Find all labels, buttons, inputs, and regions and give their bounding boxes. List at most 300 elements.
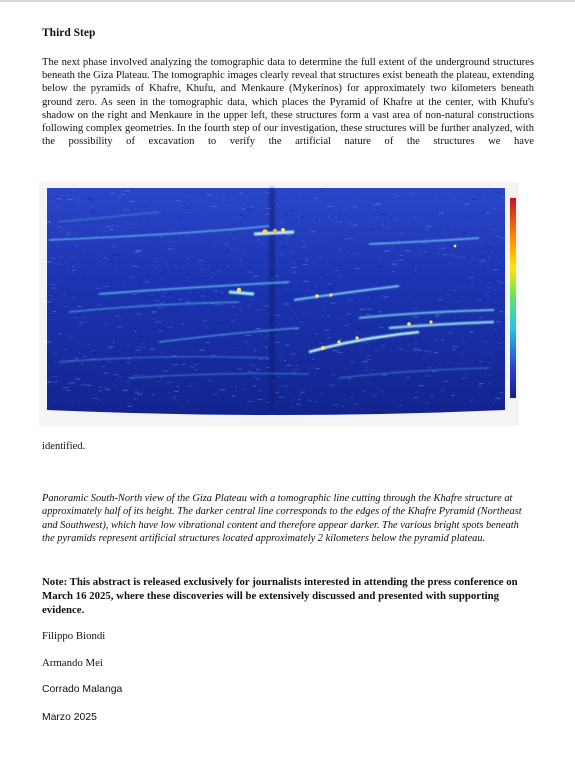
- noise-speck: [75, 358, 78, 359]
- noise-speck: [79, 322, 84, 323]
- noise-speck: [162, 371, 168, 372]
- noise-speck: [239, 243, 242, 244]
- author-malanga: Corrado Malanga: [42, 684, 123, 695]
- noise-speck: [280, 254, 283, 255]
- noise-speck: [319, 221, 323, 222]
- noise-speck: [462, 353, 464, 354]
- noise-speck: [201, 221, 203, 222]
- noise-speck: [123, 228, 128, 229]
- noise-speck: [370, 330, 374, 331]
- noise-speck: [158, 347, 163, 348]
- noise-speck: [239, 193, 243, 194]
- noise-speck: [159, 331, 162, 332]
- noise-speck: [63, 382, 65, 383]
- noise-speck: [110, 346, 114, 347]
- noise-speck: [277, 286, 282, 287]
- noise-speck: [487, 268, 489, 269]
- noise-speck: [443, 280, 446, 281]
- noise-speck: [103, 231, 106, 232]
- noise-speck: [489, 224, 493, 225]
- noise-speck: [111, 246, 116, 247]
- noise-speck: [292, 236, 296, 237]
- noise-speck: [152, 312, 156, 313]
- noise-speck: [293, 400, 294, 401]
- author-mei: Armando Mei: [42, 657, 103, 669]
- noise-speck: [488, 353, 494, 354]
- noise-speck: [379, 327, 384, 328]
- noise-speck: [373, 284, 375, 285]
- noise-speck: [226, 352, 228, 353]
- noise-speck: [63, 372, 65, 373]
- noise-speck: [330, 212, 331, 213]
- noise-speck: [349, 397, 354, 398]
- noise-speck: [493, 228, 498, 229]
- noise-speck: [276, 219, 282, 220]
- noise-speck: [372, 395, 377, 396]
- noise-speck: [209, 310, 210, 311]
- noise-speck: [328, 217, 330, 218]
- noise-speck: [187, 401, 190, 402]
- noise-speck: [199, 350, 205, 351]
- noise-speck: [349, 378, 351, 379]
- noise-speck: [184, 286, 188, 287]
- noise-speck: [374, 283, 376, 284]
- noise-speck: [451, 255, 455, 256]
- noise-speck: [232, 231, 234, 232]
- noise-speck: [325, 330, 330, 331]
- central-dark-line: [269, 188, 275, 408]
- noise-speck: [238, 369, 243, 370]
- noise-speck: [212, 206, 217, 207]
- noise-speck: [350, 361, 355, 362]
- noise-speck: [304, 191, 310, 192]
- noise-speck: [73, 270, 76, 271]
- noise-speck: [275, 335, 277, 336]
- noise-speck: [117, 327, 123, 328]
- noise-speck: [130, 191, 131, 192]
- noise-speck: [105, 323, 108, 324]
- noise-speck: [225, 244, 228, 245]
- noise-speck: [134, 392, 139, 393]
- noise-speck: [117, 389, 118, 390]
- noise-speck: [159, 237, 162, 238]
- noise-speck: [173, 396, 178, 397]
- noise-speck: [78, 267, 80, 268]
- noise-speck: [52, 288, 56, 289]
- noise-speck: [216, 197, 218, 198]
- noise-speck: [283, 214, 289, 215]
- noise-speck: [277, 213, 278, 214]
- noise-speck: [53, 258, 55, 259]
- noise-speck: [275, 392, 279, 393]
- noise-speck: [453, 224, 454, 225]
- noise-speck: [212, 394, 218, 395]
- noise-speck: [486, 213, 489, 214]
- noise-speck: [419, 323, 423, 324]
- noise-speck: [473, 191, 476, 192]
- noise-speck: [399, 283, 402, 284]
- noise-speck: [229, 232, 232, 233]
- noise-speck: [292, 272, 296, 273]
- noise-speck: [128, 406, 132, 407]
- noise-speck: [110, 334, 112, 335]
- noise-speck: [192, 203, 197, 204]
- noise-speck: [484, 294, 489, 295]
- noise-speck: [319, 274, 325, 275]
- noise-speck: [248, 305, 250, 306]
- noise-speck: [410, 201, 411, 202]
- noise-speck: [109, 229, 114, 230]
- noise-speck: [446, 294, 450, 295]
- noise-speck: [265, 337, 268, 338]
- noise-speck: [61, 344, 65, 345]
- noise-speck: [426, 320, 427, 321]
- noise-speck: [478, 299, 481, 300]
- noise-speck: [86, 274, 89, 275]
- noise-speck: [401, 233, 404, 234]
- noise-speck: [235, 274, 237, 275]
- noise-speck: [134, 256, 135, 257]
- noise-speck: [239, 309, 243, 310]
- noise-speck: [402, 247, 404, 248]
- noise-speck: [394, 252, 395, 253]
- noise-speck: [201, 296, 206, 297]
- noise-speck: [344, 325, 349, 326]
- noise-speck: [153, 261, 158, 262]
- noise-speck: [137, 359, 141, 360]
- noise-speck: [111, 238, 114, 239]
- noise-speck: [135, 330, 137, 331]
- noise-speck: [51, 315, 56, 316]
- noise-speck: [439, 213, 445, 214]
- noise-speck: [230, 249, 234, 250]
- noise-speck: [73, 317, 78, 318]
- noise-speck: [280, 359, 282, 360]
- noise-speck: [473, 199, 477, 200]
- noise-speck: [381, 345, 385, 346]
- noise-speck: [213, 244, 215, 245]
- noise-speck: [309, 312, 310, 313]
- noise-speck: [65, 307, 68, 308]
- noise-speck: [306, 230, 311, 231]
- noise-speck: [76, 379, 81, 380]
- noise-speck: [487, 246, 492, 247]
- noise-speck: [399, 255, 403, 256]
- noise-speck: [453, 346, 459, 347]
- noise-speck: [55, 381, 59, 382]
- noise-speck: [473, 259, 476, 260]
- noise-speck: [448, 332, 453, 333]
- noise-speck: [382, 296, 384, 297]
- noise-speck: [51, 401, 55, 402]
- noise-speck: [324, 333, 326, 334]
- noise-speck: [353, 394, 355, 395]
- noise-speck: [286, 344, 290, 345]
- noise-speck: [265, 332, 269, 333]
- noise-speck: [143, 343, 145, 344]
- noise-speck: [75, 246, 79, 247]
- noise-speck: [197, 301, 198, 302]
- noise-speck: [155, 258, 157, 259]
- noise-speck: [58, 257, 62, 258]
- noise-speck: [374, 208, 375, 209]
- noise-speck: [449, 218, 451, 219]
- noise-speck: [258, 391, 262, 392]
- noise-speck: [339, 339, 342, 340]
- noise-speck: [337, 276, 342, 277]
- noise-speck: [317, 279, 319, 280]
- noise-speck: [139, 375, 144, 376]
- noise-speck: [282, 247, 287, 248]
- noise-speck: [293, 263, 296, 264]
- noise-speck: [129, 352, 132, 353]
- noise-speck: [144, 298, 150, 299]
- noise-speck: [335, 270, 338, 271]
- noise-speck: [319, 277, 322, 278]
- noise-speck: [158, 395, 160, 396]
- noise-speck: [436, 314, 441, 315]
- noise-speck: [319, 371, 322, 372]
- noise-speck: [260, 244, 265, 245]
- noise-speck: [68, 338, 74, 339]
- noise-speck: [452, 264, 454, 265]
- noise-speck: [203, 213, 207, 214]
- noise-speck: [343, 399, 346, 400]
- noise-speck: [453, 335, 456, 336]
- noise-speck: [466, 196, 469, 197]
- noise-speck: [294, 313, 296, 314]
- noise-speck: [370, 229, 376, 230]
- noise-speck: [426, 226, 432, 227]
- noise-speck: [194, 369, 197, 370]
- noise-speck: [284, 304, 290, 305]
- noise-speck: [99, 390, 103, 391]
- noise-speck: [71, 279, 75, 280]
- noise-speck: [97, 305, 103, 306]
- noise-speck: [105, 387, 107, 388]
- noise-speck: [186, 273, 192, 274]
- noise-speck: [125, 191, 130, 192]
- noise-speck: [462, 287, 467, 288]
- noise-speck: [130, 277, 135, 278]
- noise-speck: [286, 238, 288, 239]
- noise-speck: [129, 201, 135, 202]
- noise-speck: [224, 251, 229, 252]
- noise-speck: [298, 209, 302, 210]
- noise-speck: [60, 267, 66, 268]
- noise-speck: [413, 350, 416, 351]
- noise-speck: [95, 265, 96, 266]
- noise-speck: [161, 296, 166, 297]
- noise-speck: [108, 346, 110, 347]
- noise-speck: [148, 343, 151, 344]
- noise-speck: [122, 390, 128, 391]
- noise-speck: [481, 217, 483, 218]
- noise-speck: [275, 276, 279, 277]
- noise-speck: [57, 246, 59, 247]
- noise-speck: [277, 376, 282, 377]
- noise-speck: [493, 403, 495, 404]
- noise-speck: [371, 359, 372, 360]
- noise-speck: [281, 242, 282, 243]
- noise-speck: [212, 397, 215, 398]
- noise-speck: [83, 356, 87, 357]
- noise-speck: [232, 247, 236, 248]
- noise-speck: [161, 303, 164, 304]
- noise-speck: [384, 251, 390, 252]
- noise-speck: [284, 295, 289, 296]
- noise-speck: [238, 347, 241, 348]
- noise-speck: [352, 198, 357, 199]
- noise-speck: [446, 279, 448, 280]
- noise-speck: [239, 217, 241, 218]
- noise-speck: [357, 332, 359, 333]
- noise-speck: [114, 268, 117, 269]
- noise-speck: [256, 328, 261, 329]
- noise-speck: [191, 367, 194, 368]
- noise-speck: [52, 319, 56, 320]
- noise-speck: [499, 282, 505, 283]
- noise-speck: [111, 285, 113, 286]
- noise-speck: [375, 282, 377, 283]
- noise-speck: [295, 333, 299, 334]
- noise-speck: [315, 298, 317, 299]
- noise-speck: [132, 266, 138, 267]
- noise-speck: [212, 272, 213, 273]
- noise-speck: [60, 264, 64, 265]
- noise-speck: [338, 250, 341, 251]
- noise-speck: [298, 395, 301, 396]
- noise-speck: [494, 302, 497, 303]
- noise-speck: [217, 348, 220, 349]
- noise-speck: [301, 240, 304, 241]
- noise-speck: [396, 274, 397, 275]
- noise-speck: [329, 385, 334, 386]
- noise-speck: [166, 264, 169, 265]
- noise-speck: [408, 345, 410, 346]
- noise-speck: [330, 221, 331, 222]
- noise-speck: [355, 254, 360, 255]
- noise-speck: [291, 354, 295, 355]
- noise-speck: [292, 251, 295, 252]
- noise-speck: [222, 210, 226, 211]
- noise-speck: [441, 248, 446, 249]
- noise-speck: [496, 321, 500, 322]
- noise-speck: [101, 366, 105, 367]
- noise-speck: [345, 340, 348, 341]
- noise-speck: [239, 301, 242, 302]
- noise-speck: [498, 192, 500, 193]
- noise-speck: [67, 232, 72, 233]
- noise-speck: [289, 394, 290, 395]
- noise-speck: [373, 218, 379, 219]
- noise-speck: [401, 305, 403, 306]
- noise-speck: [97, 400, 102, 401]
- noise-speck: [494, 329, 497, 330]
- noise-speck: [479, 385, 482, 386]
- noise-speck: [292, 267, 297, 268]
- noise-speck: [410, 340, 412, 341]
- noise-speck: [419, 251, 422, 252]
- noise-speck: [327, 206, 332, 207]
- noise-speck: [209, 266, 210, 267]
- noise-speck: [106, 295, 110, 296]
- noise-speck: [136, 313, 141, 314]
- noise-speck: [464, 204, 469, 205]
- noise-speck: [413, 316, 418, 317]
- noise-speck: [57, 206, 59, 207]
- noise-speck: [470, 201, 474, 202]
- noise-speck: [151, 311, 157, 312]
- noise-speck: [490, 261, 491, 262]
- noise-speck: [182, 266, 184, 267]
- noise-speck: [58, 226, 61, 227]
- noise-speck: [113, 342, 115, 343]
- noise-speck: [470, 376, 475, 377]
- noise-speck: [407, 377, 410, 378]
- noise-speck: [289, 281, 291, 282]
- noise-speck: [168, 344, 169, 345]
- noise-speck: [173, 364, 178, 365]
- noise-speck: [275, 327, 276, 328]
- noise-speck: [305, 259, 308, 260]
- noise-speck: [64, 349, 66, 350]
- noise-speck: [156, 243, 159, 244]
- noise-speck: [278, 397, 280, 398]
- noise-speck: [209, 337, 211, 338]
- noise-speck: [279, 355, 282, 356]
- noise-speck: [383, 299, 386, 300]
- noise-speck: [315, 333, 319, 334]
- noise-speck: [305, 258, 309, 259]
- noise-speck: [382, 375, 387, 376]
- noise-speck: [452, 395, 455, 396]
- noise-speck: [252, 365, 255, 366]
- noise-speck: [180, 205, 181, 206]
- noise-speck: [208, 195, 214, 196]
- noise-speck: [351, 191, 354, 192]
- noise-speck: [304, 254, 309, 255]
- noise-speck: [284, 360, 286, 361]
- noise-speck: [301, 195, 304, 196]
- noise-speck: [254, 350, 257, 351]
- noise-speck: [431, 319, 434, 320]
- noise-speck: [124, 202, 127, 203]
- noise-speck: [365, 236, 367, 237]
- noise-speck: [336, 240, 341, 241]
- noise-speck: [346, 192, 347, 193]
- noise-speck: [191, 197, 193, 198]
- noise-speck: [486, 287, 492, 288]
- noise-speck: [137, 393, 142, 394]
- noise-speck: [87, 344, 92, 345]
- noise-speck: [181, 324, 185, 325]
- document-date: Marzo 2025: [42, 712, 97, 723]
- noise-speck: [367, 355, 370, 356]
- noise-speck: [455, 256, 460, 257]
- noise-speck: [84, 384, 86, 385]
- noise-speck: [461, 363, 462, 364]
- noise-speck: [150, 266, 152, 267]
- noise-speck: [337, 352, 342, 353]
- noise-speck: [458, 223, 462, 224]
- noise-speck: [312, 359, 314, 360]
- noise-speck: [58, 333, 62, 334]
- noise-speck: [428, 367, 430, 368]
- noise-speck: [368, 298, 370, 299]
- noise-speck: [147, 275, 151, 276]
- noise-speck: [266, 192, 269, 193]
